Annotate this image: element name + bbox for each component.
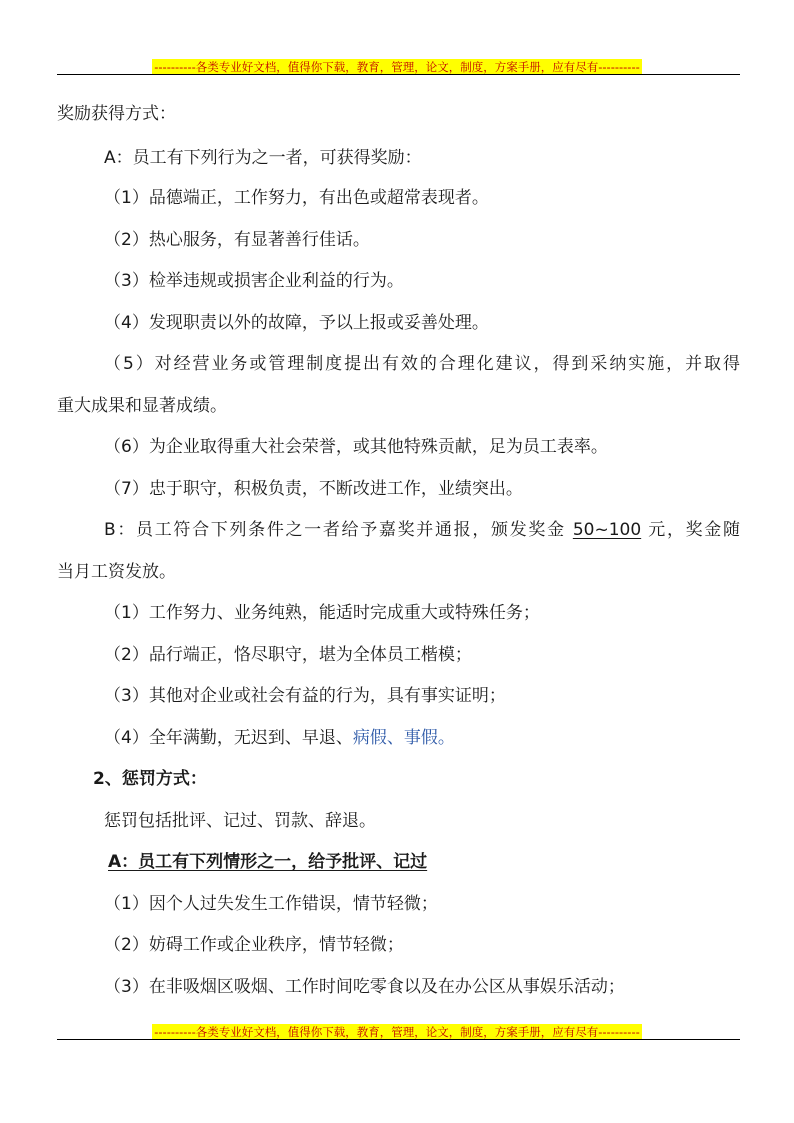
list-item: （2）妨碍工作或企业秩序，情节轻微； bbox=[104, 935, 404, 955]
list-item: （1）品德端正，工作努力，有出色或超常表现者。 bbox=[104, 188, 489, 208]
header-rule bbox=[57, 74, 740, 75]
footer-rule bbox=[57, 1039, 740, 1040]
sick-leave-link[interactable]: 病假 bbox=[352, 728, 387, 748]
header-banner-text: ----------各类专业好文档，值得你下载，教育，管理，论文，制度，方案手册，应有尽有---------- bbox=[154, 60, 640, 74]
section-b-title bbox=[104, 519, 740, 541]
list-item-separator: 、 bbox=[386, 728, 404, 748]
list-item: （3）检举违规或损害企业利益的行为。 bbox=[104, 271, 404, 291]
bonus-amount: 50~100 bbox=[572, 520, 642, 540]
section-a-title: A：员工有下列行为之一者，可获得奖励： bbox=[104, 148, 422, 168]
list-item bbox=[104, 727, 455, 749]
list-item-continuation: 重大成果和显著成绩。 bbox=[57, 396, 227, 416]
footer-banner bbox=[0, 1021, 794, 1039]
section-heading: 奖励获得方式： bbox=[57, 104, 176, 124]
list-item-end: 。 bbox=[437, 728, 455, 748]
list-item: （5）对经营业务或管理制度提出有效的合理化建议，得到采纳实施，并取得 bbox=[104, 354, 740, 374]
penalty-intro: 惩罚包括批评、记过、罚款、辞退。 bbox=[104, 811, 376, 831]
footer-banner-text: ----------各类专业好文档，值得你下载，教育，管理，论文，制度，方案手册，应有尽有---------- bbox=[154, 1025, 640, 1039]
list-item: （1）因个人过失发生工作错误，情节轻微； bbox=[104, 894, 438, 914]
list-item: （6）为企业取得重大社会荣誉，或其他特殊贡献，足为员工表率。 bbox=[104, 437, 608, 457]
penalty-heading: 2、惩罚方式： bbox=[93, 769, 207, 789]
list-item: （3）在非吸烟区吸烟、工作时间吃零食以及在办公区从事娱乐活动； bbox=[104, 977, 625, 997]
list-item: （1）工作努力、业务纯熟，能适时完成重大或特殊任务； bbox=[104, 603, 540, 623]
section-b-title-tail: 元，奖金随 bbox=[641, 520, 740, 540]
list-item: （2）品行端正，恪尽职守，堪为全体员工楷模； bbox=[104, 645, 472, 665]
list-item-text: （4）全年满勤，无迟到、早退、 bbox=[104, 728, 353, 748]
list-item: （3）其他对企业或社会有益的行为，具有事实证明； bbox=[104, 686, 506, 706]
list-item: （7）忠于职守，积极负责，不断改进工作，业绩突出。 bbox=[104, 479, 523, 499]
list-item: （4）发现职责以外的故障，予以上报或妥善处理。 bbox=[104, 313, 489, 333]
section-b-title-text: B：员工符合下列条件之一者给予嘉奖并通报，颁发奖金 bbox=[104, 520, 573, 540]
list-item: （2）热心服务，有显著善行佳话。 bbox=[104, 230, 370, 250]
section-b-continuation: 当月工资发放。 bbox=[57, 562, 176, 582]
personal-leave-link[interactable]: 事假 bbox=[403, 728, 438, 748]
penalty-subheading: A：员工有下列情形之一，给予批评、记过 bbox=[108, 852, 428, 872]
header-banner bbox=[0, 56, 794, 74]
